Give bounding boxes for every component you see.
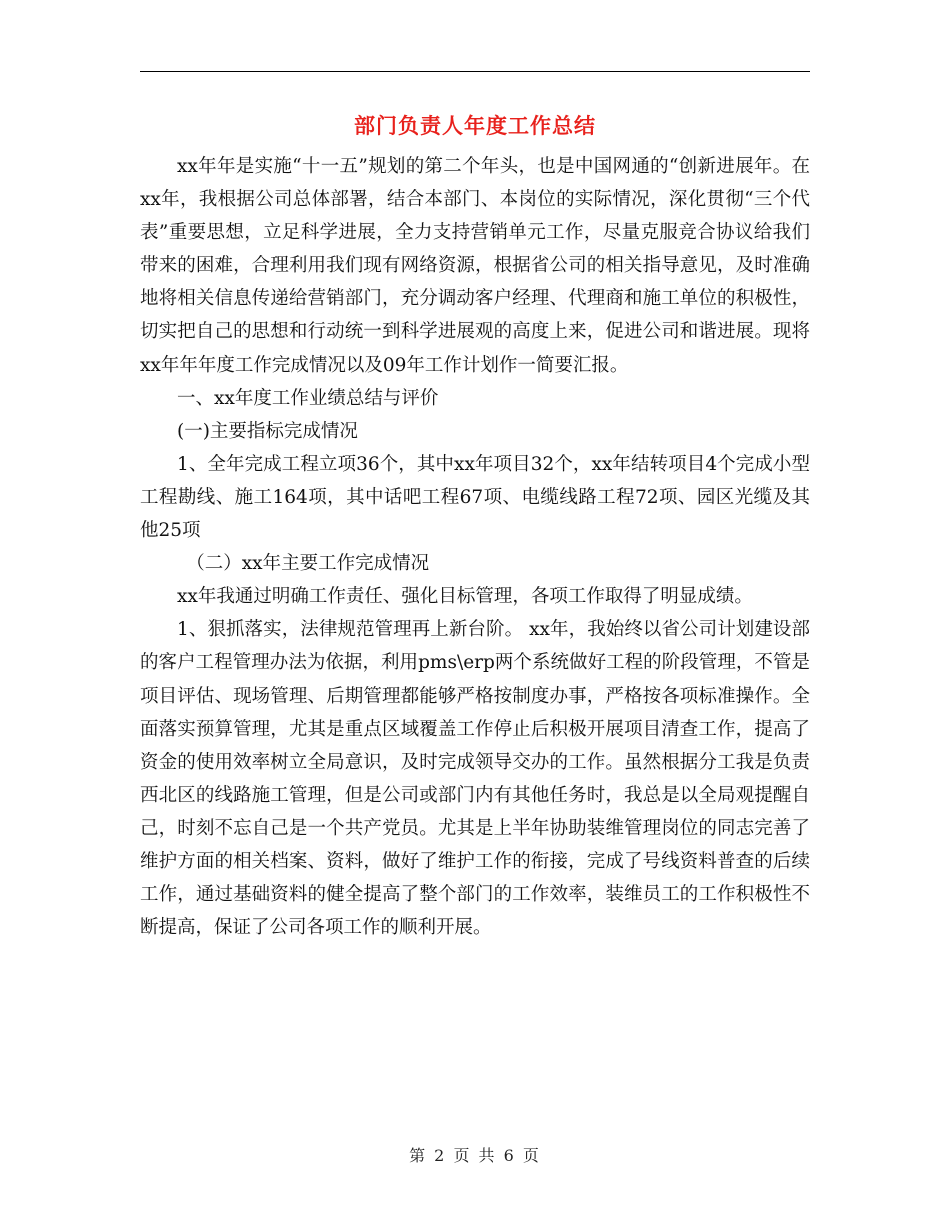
- document-body: [140, 150, 810, 944]
- subsection-heading-2: （二）xx年主要工作完成情况: [186, 553, 430, 575]
- paragraph-intro: xx年年是实施“十一五”规划的第二个年头，也是中国网通的“创新进展年。在xx年，我根据公司总体部署，结合本部门、本岗位的实际情况，深化贯彻“三个代表”重要思想，立足科学进展，全力支持营销单元工作，尽量克服竞合协议给我们带来的困难，合理利用我们现有网络资源，根据省公司的相关指导意见，及时准确地将相关信息传递给营销部门，充分调动客户经理、代理商和施工单位的积极性，切实把自己的思想和行动统一到科学进展观的高度上来，促进公司和谐进展。现将xx年年年度工作完成情况以及09年工作计划作一简要汇报。: [140, 156, 810, 376]
- subsection-heading-1: (一)主要指标完成情况: [177, 420, 358, 442]
- paragraph-indicators: 1、全年完成工程立项36个，其中xx年项目32个，xx年结转项目4个完成小型工程勘线、施工164项，其中话吧工程67项、电缆线路工程72项、园区光缆及其他25项: [140, 453, 810, 542]
- section-heading-1: 一、xx年度工作业绩总结与评价: [177, 387, 439, 409]
- header-rule: [140, 71, 810, 72]
- document-title: 部门负责人年度工作总结: [354, 113, 596, 138]
- page-number: 第 2 页 共 6 页: [409, 1146, 541, 1165]
- paragraph-achievements: xx年我通过明确工作责任、强化目标管理，各项工作取得了明显成绩。: [177, 586, 753, 608]
- paragraph-management: 1、狠抓落实，法律规范管理再上新台阶。 xx年，我始终以省公司计划建设部的客户工程管理办法为依据，利用pms\erp两个系统做好工程的阶段管理，不管是项目评估、现场管理、后期管理都能够严格按制度办事，严格按各项标准操作。全面落实预算管理，尤其是重点区域覆盖工作停止后积极开展项目清查工作，提高了资金的使用效率树立全局意识，及时完成领导交办的工作。虽然根据分工我是负责西北区的线路施工管理，但是公司或部门内有其他任务时，我总是以全局观提醒自己，时刻不忘自己是一个共产党员。尤其是上半年协助装维管理岗位的同志完善了维护方面的相关档案、资料，做好了维护工作的衔接，完成了号线资料普查的后续工作，通过基础资料的健全提高了整个部门的工作效率，装维员工的工作积极性不断提高，保证了公司各项工作的顺利开展。: [140, 619, 810, 939]
